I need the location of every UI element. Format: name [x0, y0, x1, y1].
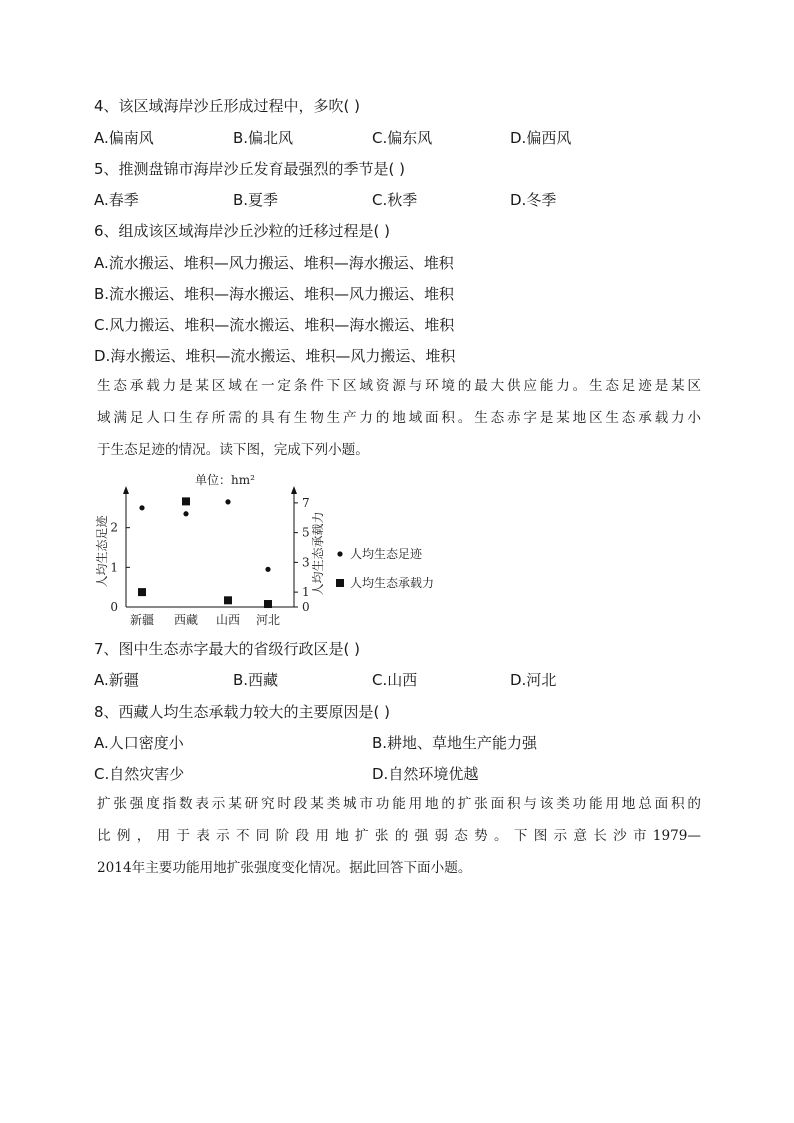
q7-option-c[interactable]: C.山西 [372, 671, 418, 689]
q6-option-b[interactable]: B.流水搬运、堆积—海水搬运、堆积—风力搬运、堆积 [94, 285, 455, 303]
eco-chart [92, 466, 472, 630]
legend-circle-icon [337, 551, 342, 556]
q7-option-d[interactable]: D.河北 [510, 671, 557, 689]
legend-label-footprint: 人均生态足迹 [350, 547, 423, 561]
passage2-line-3: 2014年主要功能用地扩张强度变化情况。据此回答下面小题。 [97, 860, 472, 876]
q6-option-a[interactable]: A.流水搬运、堆积—风力搬运、堆积—海水搬运、堆积 [94, 254, 454, 272]
capacity-point [224, 596, 232, 604]
passage1-line-1: 生态承载力是某区域在一定条件下区域资源与环境的最大供应能力。生态足迹是某区 [97, 378, 701, 394]
right-tick-label: 3 [302, 555, 310, 570]
q5-stem: 5、推测盘锦市海岸沙丘发育最强烈的季节是( ) [94, 160, 406, 178]
footprint-point [183, 511, 188, 516]
chart-legend [336, 546, 434, 590]
q8-option-b[interactable]: B.耕地、草地生产能力强 [372, 734, 538, 752]
capacity-point [182, 497, 190, 505]
q7-option-a[interactable]: A.新疆 [94, 671, 139, 689]
right-tick-label: 1 [302, 585, 310, 600]
category-label: 西藏 [173, 613, 199, 627]
passage2-line-2: 比例，用于表示不同阶段用地扩张的强弱态势。下图示意长沙市1979— [97, 828, 701, 844]
q8-option-d[interactable]: D.自然环境优越 [372, 765, 479, 783]
right-axis-arrow [291, 486, 297, 494]
capacity-point [264, 600, 272, 608]
chart-axes [94, 486, 325, 627]
right-tick-label: 5 [302, 525, 310, 540]
passage1-line-3: 于生态足迹的情况。读下图，完成下列小题。 [97, 442, 369, 458]
capacity-point [138, 588, 146, 596]
chart-marks [138, 497, 272, 608]
q4-option-d[interactable]: D.偏西风 [510, 129, 572, 147]
right-tick-label: 0 [302, 600, 310, 614]
chart-title: 单位：hm² [195, 473, 255, 487]
left-tick-label: 0 [110, 600, 118, 614]
q8-option-c[interactable]: C.自然灾害少 [94, 765, 185, 783]
footprint-point [265, 567, 270, 572]
q6-option-d[interactable]: D.海水搬运、堆积—流水搬运、堆积—风力搬运、堆积 [94, 347, 456, 365]
q4-option-a[interactable]: A.偏南风 [94, 129, 154, 147]
q6-stem: 6、组成该区域海岸沙丘沙粒的迁移过程是( ) [94, 222, 391, 240]
q4-stem: 4、该区域海岸沙丘形成过程中，多吹( ) [94, 97, 361, 115]
q5-option-b[interactable]: B.夏季 [233, 191, 279, 209]
left-axis-title: 人均生态足迹 [95, 515, 109, 588]
q7-stem: 7、图中生态赤字最大的省级行政区是( ) [94, 640, 361, 658]
left-tick-label: 1 [110, 560, 118, 575]
legend-square-icon [336, 579, 344, 587]
left-axis-arrow [123, 486, 129, 494]
right-tick-label: 7 [302, 495, 310, 510]
footprint-point [139, 505, 144, 510]
category-label: 山西 [215, 613, 241, 627]
left-tick-label: 2 [110, 520, 118, 535]
q5-option-a[interactable]: A.春季 [94, 191, 139, 209]
category-label: 新疆 [129, 613, 155, 627]
q4-option-c[interactable]: C.偏东风 [372, 129, 433, 147]
q4-option-b[interactable]: B.偏北风 [233, 129, 294, 147]
passage1-line-2: 域满足人口生存所需的具有生物生产力的地域面积。生态赤字是某地区生态承载力小 [97, 410, 701, 426]
right-axis-title: 人均生态承载力 [311, 511, 325, 596]
footprint-point [225, 499, 230, 504]
q5-option-c[interactable]: C.秋季 [372, 191, 418, 209]
category-label: 河北 [255, 613, 281, 627]
legend-label-capacity: 人均生态承载力 [350, 576, 435, 590]
q5-option-d[interactable]: D.冬季 [510, 191, 557, 209]
q6-option-c[interactable]: C.风力搬运、堆积—流水搬运、堆积—海水搬运、堆积 [94, 316, 455, 334]
q7-option-b[interactable]: B.西藏 [233, 671, 279, 689]
q8-option-a[interactable]: A.人口密度小 [94, 734, 184, 752]
q8-stem: 8、西藏人均生态承载力较大的主要原因是( ) [94, 703, 391, 721]
passage2-line-1: 扩张强度指数表示某研究时段某类城市功能用地的扩张面积与该类功能用地总面积的 [97, 796, 701, 812]
